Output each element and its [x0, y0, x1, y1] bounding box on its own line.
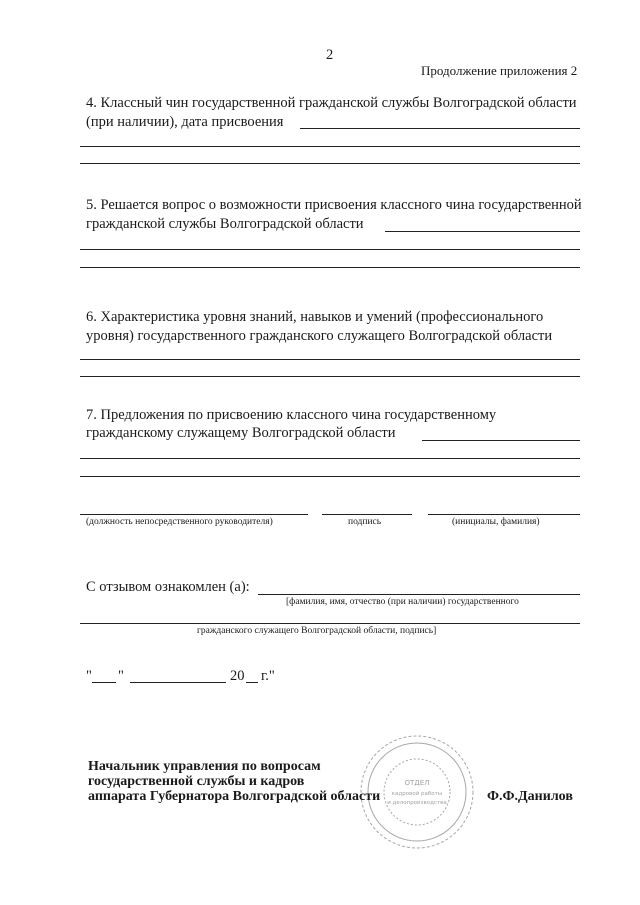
signature-field[interactable] [322, 514, 412, 515]
section-5-line-2: гражданской службы Волгоградской области [86, 216, 364, 232]
section-4-line-1: 4. Классный чин государственной гражданской службы Волгоградской области [86, 95, 577, 111]
section-7-field-row-2[interactable] [80, 476, 580, 477]
acknowledgement-field-2[interactable] [80, 623, 580, 624]
section-4-field-inline[interactable] [300, 128, 580, 129]
section-5-line-1: 5. Решается вопрос о возможности присвоения классного чина государственной [86, 197, 582, 213]
acknowledgement-caption-2: гражданского служащего Волгоградской области, подпись] [197, 626, 437, 636]
section-6-line-2: уровня) государственного гражданского служащего Волгоградской области [86, 328, 553, 344]
signature-caption: подпись [348, 517, 382, 527]
stamp-line-3: и делопроизводства [387, 800, 447, 806]
date-month-field[interactable] [130, 682, 226, 683]
date-year-prefix: 20 [230, 668, 245, 684]
stamp-line-2: кадровой работы [391, 791, 443, 797]
section-4-field-row-2[interactable] [80, 163, 580, 164]
section-4-line-2: (при наличии), дата присвоения [86, 114, 284, 130]
section-6-field-row-1[interactable] [80, 359, 580, 360]
position-field[interactable] [80, 514, 308, 515]
date-year-suffix: г." [261, 668, 275, 684]
date-quote-open: " [86, 668, 92, 684]
name-caption: (инициалы, фамилия) [452, 517, 540, 527]
stamp-line-1: ОТДЕЛ [404, 779, 430, 787]
section-5-field-row-2[interactable] [80, 267, 580, 268]
date-quote-close: " [118, 668, 124, 684]
section-7-field-inline[interactable] [422, 440, 580, 441]
signatory-title-line-1: Начальник управления по вопросам [88, 759, 321, 774]
date-year-field[interactable] [246, 682, 258, 683]
section-6-line-1: 6. Характеристика уровня знаний, навыков и умений (профессионального [86, 309, 544, 325]
section-5-field-inline[interactable] [385, 231, 580, 232]
section-7-field-row-1[interactable] [80, 458, 580, 459]
page-number: 2 [326, 47, 334, 63]
signatory-title-line-3: аппарата Губернатора Волгоградской области [88, 789, 381, 804]
signatory-title-line-2: государственной службы и кадров [88, 774, 305, 789]
acknowledgement-label: С отзывом ознакомлен (а): [86, 579, 250, 595]
name-field[interactable] [428, 514, 580, 515]
continuation-note: Продолжение приложения 2 [421, 63, 578, 78]
position-caption: (должность непосредственного руководителя) [86, 517, 273, 527]
acknowledgement-field[interactable] [258, 594, 580, 595]
section-6-field-row-2[interactable] [80, 376, 580, 377]
section-7-line-2: гражданскому служащему Волгоградской области [86, 425, 396, 441]
section-4-field-row-1[interactable] [80, 146, 580, 147]
section-5-field-row-1[interactable] [80, 249, 580, 250]
signatory-name: Ф.Ф.Данилов [487, 789, 573, 804]
acknowledgement-caption-1: [фамилия, имя, отчество (при наличии) государственного [286, 597, 519, 607]
date-day-field[interactable] [92, 682, 116, 683]
section-7-line-1: 7. Предложения по присвоению классного чина государственному [86, 407, 497, 423]
